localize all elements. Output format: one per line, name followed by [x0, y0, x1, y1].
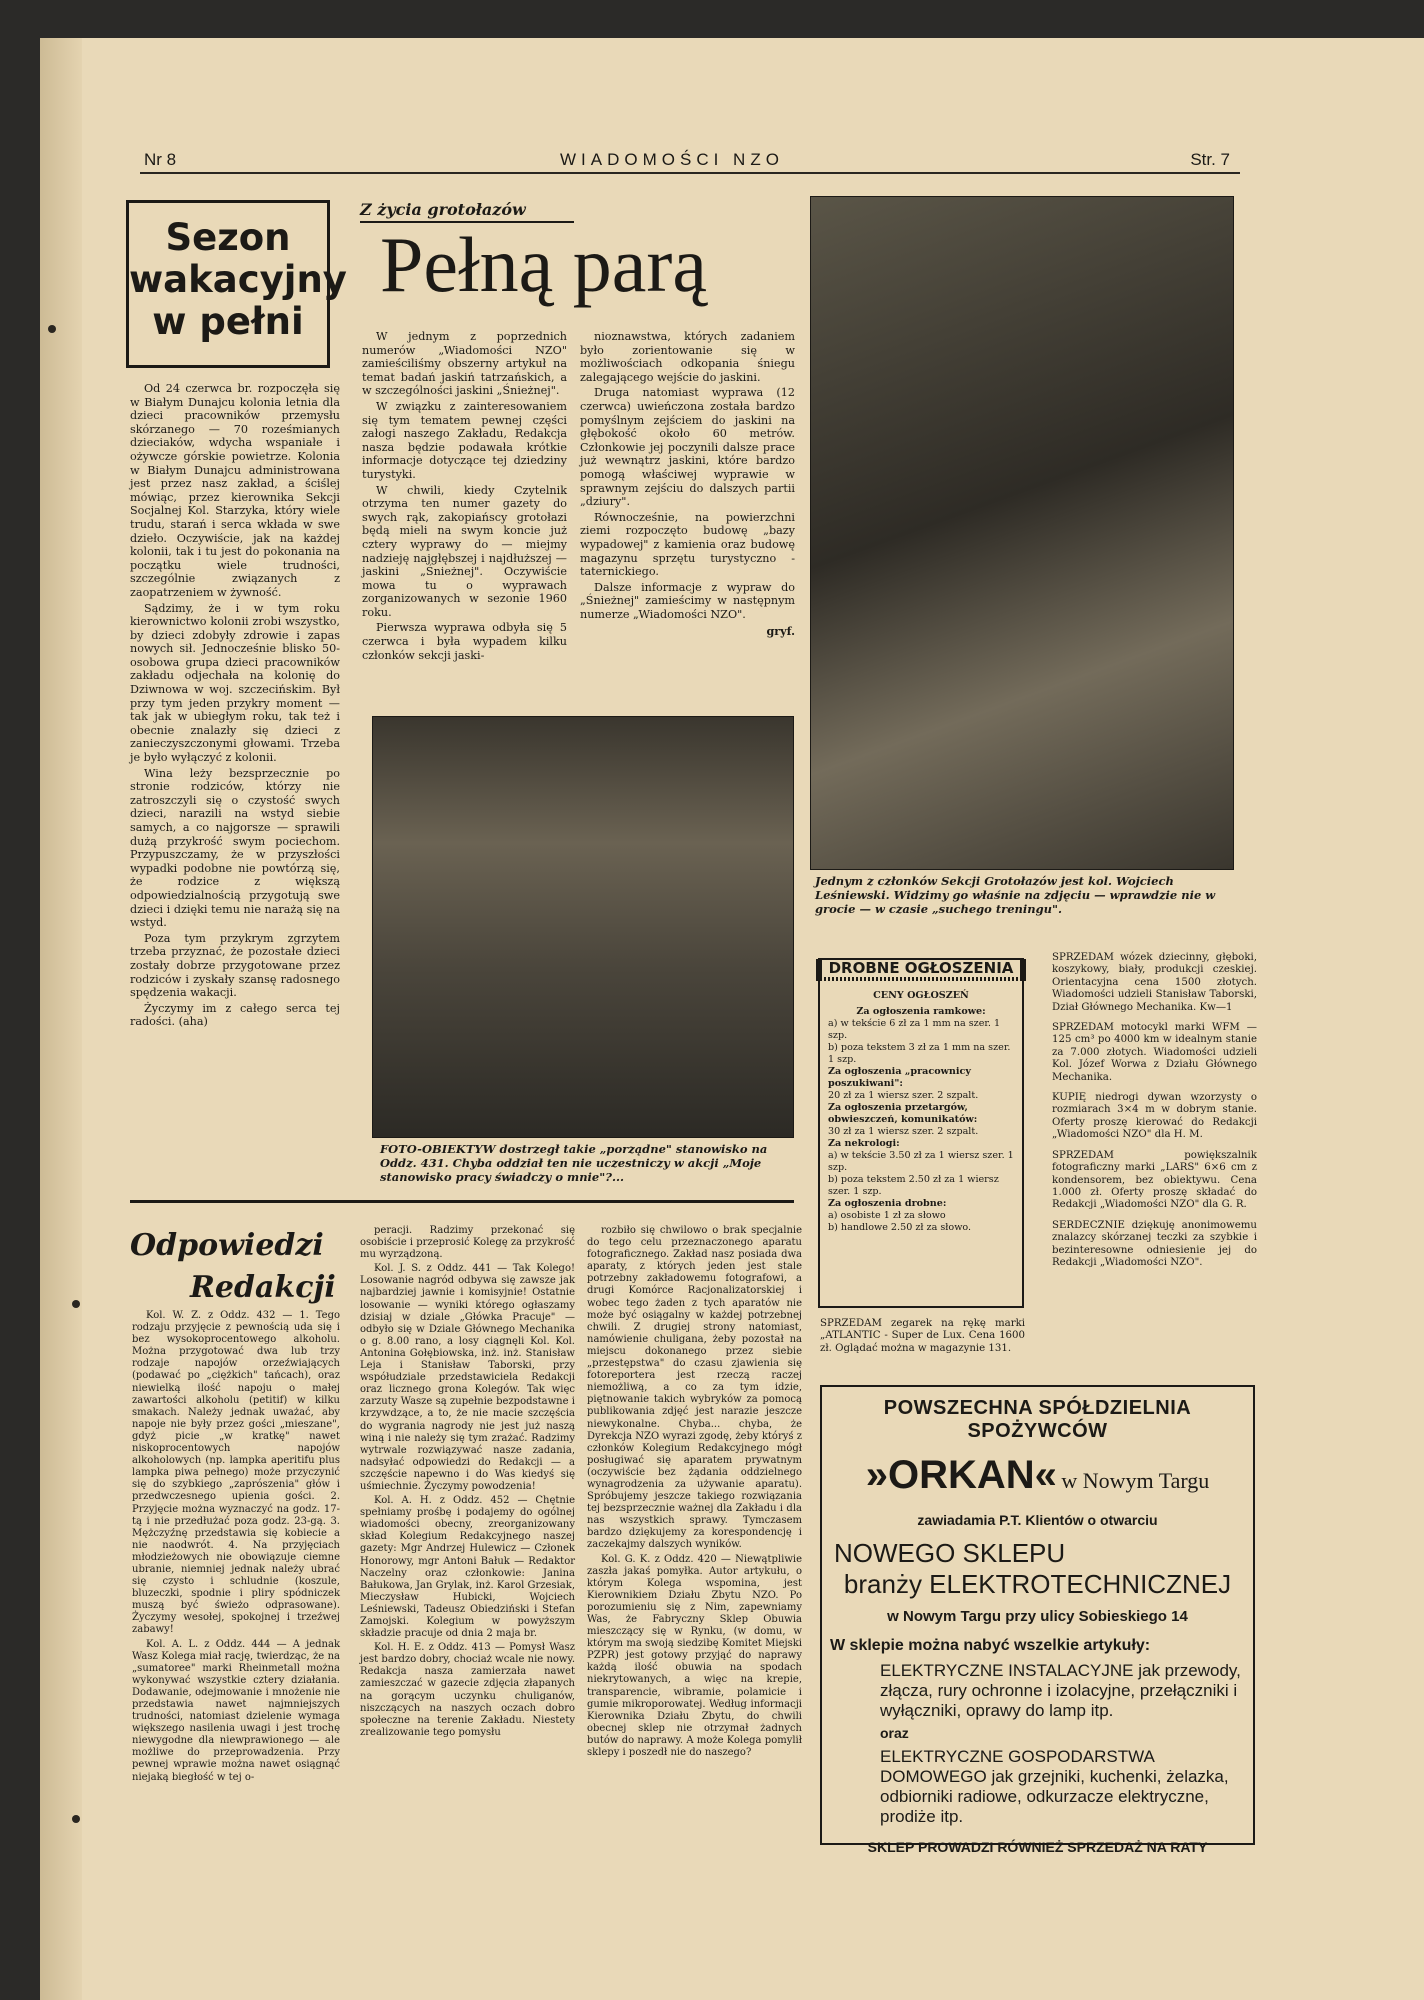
- article-paragraph: Druga natomiast wyprawa (12 czerwca) uwieńczona została bardzo pomyślnym zejściem do jaskini na głębokość około 60 metrów. Członkowie jej poczynili dalsze prace już wewnątrz jaskini, które bardzo pomogą właściwej wyprawie w sprawnym zejściu do dalszych partii „dziury".: [580, 386, 795, 509]
- ad-line: zawiadamia P.T. Klientów o otwarciu: [917, 1512, 1158, 1528]
- article-paragraph: Od 24 czerwca br. rozpoczęła się w Białym Dunajcu kolonia letnia dla dzieci pracowników przemysłu skórzanego — 70 roześmianych dzieciaków, wdycha wspaniałe i ożywcze górskie powietrze. Kolonia w Białym Dunajcu administrowana jest przez nasz zakład, a ściślej mówiąc, przez kierownika Sekcji Socjalnej Kol. Starzyka, który wiele trudu, starań i serca wkłada w swe dzieło. Oczywiście, jak na każdej kolonii, tak i tu jest do pokonania na początku wiele trudności, szczególnie związanych z zaopatrzeniem w żywność.: [130, 382, 340, 599]
- season-headline-line: wakacyjny: [129, 258, 347, 301]
- ad-price-line: a) w tekście 3.50 zł za 1 wiersz szer. 1 szp.: [828, 1150, 1014, 1173]
- binding-hole: [48, 325, 56, 333]
- binding-hole: [72, 1300, 80, 1308]
- ad-price-line: Za ogłoszenia „pracownicy poszukiwani":: [828, 1066, 971, 1089]
- ad-line: branży ELEKTROTECHNICZNEJ: [843, 1569, 1232, 1599]
- ad-price-line: 20 zł za 1 wiersz szer. 2 szpalt.: [828, 1090, 979, 1101]
- ad-line: SKLEP PROWADZI RÓWNIEŻ SPRZEDAŻ NA RATY: [867, 1839, 1208, 1855]
- article-signature: gryf.: [766, 624, 795, 639]
- ad-line: ELEKTRYCZNE INSTALACYJNE jak przewody, złącza, rury ochronne i izolacyjne, przełączniki i wyłączniki, oprawy do lamp itp.: [880, 1661, 1241, 1720]
- article-paragraph: W chwili, kiedy Czytelnik otrzyma ten numer gazety do swych rąk, zakopiańscy grotołazi będą mieli na swym koncie już cztery wyprawy do — miejmy nadzieję najgłębszej i najdłuższej — jaskini „Śnieżnej". Oczywiście mowa tu o wyprawach zorganizowanych w sezonie 1960 roku.: [362, 483, 567, 619]
- classified-column: [1052, 952, 1257, 1277]
- ad-line: POWSZECHNA SPÓŁDZIELNIA SPOŻYWCÓW: [883, 1397, 1192, 1442]
- classified-ad: SERDECZNIE dziękuję anonimowemu znalazcy skórzanej teczki za szybkie i bezinteresowne odniesienie jej do Redakcji „Wiadomości NZO".: [1052, 1219, 1257, 1268]
- article-paragraph: Wina leży bezsprzecznie po stronie rodziców, którzy nie zatroszczyli się o czystość swych dzieci, narazili na wstyd siebie samych, a co najgorsze — sprawili dużą przykrość swym pociechom. Przypuszczamy, że w przyszłości wypadki podobne nie powtórzą się, że rodzice z większą odpowiedzialnością przygotują swe dzieci i dzięki temu nie narażą się na wstyd.: [130, 766, 340, 930]
- answers-title-line: Odpowiedzi: [130, 1228, 324, 1263]
- answer-item: Kol. J. S. z Oddz. 441 — Tak Kolego! Losowanie nagród odbywa się zawsze jak najbardziej jawnie i komisyjnie! Ostatnie losowanie — wyniki którego ogłaszamy dzisiaj w dziale „Główka Pracuje" — odbyło się w Dziale Głównego Mechanika o g. 8.00 rano, a losy ciągnęli Kol. Kol. Antonina Gołębiowska, inż. inż. Stanisław Leja i Stanisław Taborski, przy współudziale przedstawiciela Redakcji oraz licznego grona Kolegów. Tak więc zarzuty Wasze są zupełnie bezpodstawne i krzywdzące, a to, że nie macie szczęścia do wygrania nagrody nie jest już naszą winą i nie należy się tym zrażać. Radzimy wytrwale rozwiązywać nasze zadania, nadsyłać odpowiedzi do Redakcji — a szczęście napewno i do Was kiedyś się uśmiechnie. Życzymy powodzenia!: [360, 1263, 575, 1492]
- ad-price-line: Za nekrologi:: [828, 1138, 900, 1149]
- answers-col1: [132, 1310, 340, 1786]
- answers-col3: [587, 1225, 802, 1761]
- classified-ad: SPRZEDAM motocykl marki WFM — 125 cm³ po 4000 km w idealnym stanie za 7.000 złotych. Wiadomości udzieli Kol. Józef Worwa z Działu Głównego Mechanika.: [1052, 1022, 1257, 1083]
- answer-item: Kol. A. H. z Oddz. 452 — Chętnie spełniamy prośbę i podajemy do ogólnej wiadomości obecny, zreorganizowany skład Kolegium Redakcyjnego naszej gazety: Mgr Andrzej Hulewicz — Członek Honorowy, mgr Antoni Bałuk — Redaktor Naczelny oraz członkowie: Janina Bałukowa, Jan Grylak, inż. Karol Grzesiak, Mieczysław Hubicki, Wojciech Leśniewski, Tadeusz Obiedziński i Stefan Zamojski. Kolegium w powyższym składzie pracuje od dnia 2 maja br.: [360, 1495, 575, 1640]
- ad-price-line: b) poza tekstem 3 zł za 1 mm na szer. 1 szp.: [828, 1042, 1011, 1065]
- ad-line: W sklepie można nabyć wszelkie artykuły:: [830, 1637, 1151, 1654]
- climber-photo: [810, 196, 1234, 870]
- ad-price-line: a) osobiste 1 zł za słowo: [828, 1210, 946, 1221]
- article-paragraph: Pierwsza wyprawa odbyła się 5 czerwca i była wypadem kilku członków sekcji jaski-: [362, 621, 567, 662]
- season-article: [130, 382, 340, 1031]
- ad-price-line: b) handlowe 2.50 zł za słowo.: [828, 1222, 972, 1233]
- binding-edge: [40, 38, 82, 2000]
- workstation-photo-caption: FOTO-OBIEKTYW dostrzegł takie „porządne" stanowisko na Oddz. 431. Chyba oddział ten nie uczestniczy w akcji „Moje stanowisko pracy świadczy o mnie"?...: [380, 1142, 768, 1184]
- classified-ad: SPRZEDAM powiększalnik fotograficzny marki „LARS" 6×6 cm z kondensorem, bez obiektywu. Cena 1.000 zł. Oferty proszę składać do Redakcji „Wiadomości NZO" dla G. R.: [1052, 1149, 1257, 1211]
- answers-title: [130, 1225, 336, 1309]
- climber-photo-caption: Jednym z członków Sekcji Grotołazów jest kol. Wojciech Leśniewski. Widzimy go właśnie na zdjęciu — wprawdzie nie w grocie — w czasie „suchego treningu".: [815, 874, 1216, 916]
- answers-col2: [360, 1225, 575, 1741]
- answer-item: Kol. G. K. z Oddz. 420 — Niewątpliwie zaszła jakaś pomyłka. Autor artykułu, o którym Kolega wspomina, jest Kierownikiem Działu Zbytu NZO. Po porozumieniu się z Nim, zapewniamy Was, że Fabryczny Sklep Obuwia mieszczący się w Rynku, (w domu, w którym ma swoją siedzibę Komitet Miejski PZPR) jest gotowy przyjąć do naprawy każdą ilość obuwia na spodach niekrytowanych, a więc na krepie, transparencie, wibramie, polamicie i gumie mikroporowatej. Według informacji Kierownika Działu Zbytu, do chwili obecnej sklep nie otrzymał żadnych butów do naprawy. A może Kolega pomylił sklepy i poszedł nie do naszego?: [587, 1553, 802, 1759]
- ad-brand-location: w Nowym Targu: [1061, 1468, 1210, 1493]
- classified-ad: KUPIĘ niedrogi dywan wzorzysty o rozmiarach 3×4 m w dobrym stanie. Oferty proszę kierować do Redakcji „Wiadomości NZO" dla H. M.: [1052, 1092, 1257, 1141]
- article-paragraph: Równocześnie, na powierzchni ziemi rozpoczęto budowę „bazy wypadowej" z kamienia oraz budowę magazynu sprzętu turystyczno - taternickiego.: [580, 510, 795, 579]
- cave-article-col2: [580, 330, 795, 639]
- section-kicker: Z życia grotołazów: [360, 200, 574, 223]
- article-paragraph: W związku z zainteresowaniem się tym tematem pewnej części załogi naszego Zakładu, Redakcja nasza będzie podawała krótkie informacje dotyczące tej dziedziny turystyki.: [362, 399, 567, 481]
- masthead: WIADOMOŚCI NZO: [560, 150, 784, 169]
- article-paragraph: nioznawstwa, których zadaniem było zorientowanie się w możliwościach odkopania śniegu zalegającego wejście do jaskini.: [580, 330, 795, 384]
- ad-line: NOWEGO SKLEPU: [834, 1538, 1066, 1568]
- ad-brand-name: »ORKAN«: [865, 1453, 1057, 1497]
- article-paragraph: W jednym z poprzednich numerów „Wiadomości NZO" zamieściliśmy obszerny artykuł na temat badań jaskiń tatrzańskich, a w szczególności jaskini „Śnieżnej".: [362, 330, 567, 398]
- answer-item: peracji. Radzimy przekonać się osobiście i przeprosić Kolegę za przykrość mu wyrządzoną.: [360, 1225, 575, 1261]
- season-headline-line: w pełni: [152, 300, 304, 343]
- ad-line: ELEKTRYCZNE GOSPODARSTWA DOMOWEGO jak grzejniki, kuchenki, żelazka, odbiorniki radiowe, odkurzacze elektryczne, prodiże itp.: [880, 1747, 1229, 1826]
- section-divider: [130, 1200, 794, 1203]
- article-paragraph: Sądzimy, że i w tym roku kierownictwo kolonii zrobi wszystko, by dzieci zdobyły zdrowie i zapas nowych sił. Jednocześnie blisko 50-osobowa grupa dzieci pracowników zakładu odjechała na kolonię do Dziwnowa w woj. szczecińskim. Był przy tym jeden przykry moment — tak jak w ubiegłym roku, tak też i obecnie znalazły się dzieci z zanieczyszczonymi głowami. Trzeba je było wyłączyć z kolonii.: [130, 601, 340, 765]
- ad-price-line: Za ogłoszenia przetargów, obwieszczeń, komunikatów:: [828, 1102, 978, 1125]
- page-number: Str. 7: [1190, 150, 1230, 169]
- ad-price-line: Za ogłoszenia ramkowe:: [856, 1006, 986, 1017]
- ad-price-line: 30 zł za 1 wiersz szer. 2 szpalt.: [828, 1126, 979, 1137]
- ad-line: w Nowym Targu przy ulicy Sobieskiego 14: [887, 1608, 1188, 1625]
- season-headline-box: [126, 200, 347, 368]
- ad-price-line: Za ogłoszenia drobne:: [828, 1198, 947, 1209]
- ad-line: oraz: [880, 1725, 909, 1741]
- answer-item: Kol. W. Z. z Oddz. 432 — 1. Tego rodzaju przyjęcie z pewnością uda się i bez wysokoprocentowego alkoholu. Można przygotować dwa lub trzy rodzaje napojów orzeźwiających (podawać po „ciężkich" tańcach), oraz niewielką ilość napoju o małej zawartości alkoholu (petitif) w kilku smakach. Należy jednak uważać, aby napoje nie były przez gości „mieszane", gdyż picie „w kratkę" nawet niskoprocentowych napojów alkoholowych (np. lampka aperitifu plus lampka piwa pełnego) może przyczynić się do szybkiego „zaprószenia" głów i przedwczesnego upienia gości. 2. Przyjęcie można wyznaczyć na godz. 17-tą i nie przedłużać poza godz. 23-gą. 3. Mężczyźnę przedstawia się kobiecie a nie naodwrót. 4. Na przyjęciach młodzieżowych nie obowiązuje ciemne ubranie, niemniej jednak należy ubrać się czysto i schludnie (koszule, bluzeczki, spodnie i pliry spódniczek muszą być świeżo odprasowane). Życzymy wesołej, spokojnej i trzeźwej zabawy!: [132, 1310, 340, 1636]
- answer-item: rozbiło się chwilowo o brak specjalnie do tego celu przeznaczonego aparatu fotograficznego. Zakład nasz posiada dwa aparaty, z których jeden jest stale potrzebny zakładowemu fotografowi, a drugi Komórce Racjonalizatorskiej i wobec tego żaden z tych aparatów nie może być osiągalny w każdej potrzebnej chwili. Z drugiej strony natomiast, namówienie chuligana, żeby pozostał na miejscu dokonanego przez siebie „przestępstwa" do czasu zjawienia się fotoreportera jest rzeczą raczej niemożliwą, a co za tym idzie, piętnowanie takich wybryków za pomocą publikowania zdjęć jest narazie jeszcze niewykonalne. Chyba... chyba, że Dyrekcja NZO wyrazi zgodę, żeby któryś z członków Kolegium Redakcyjnego mógł posługiwać się aparatem prywatnym (oczywiście bez żądania oddzielnego wynagrodzenia za używanie aparatu). Spróbujemy jeszcze takiego rozwiązania tej bezsprzecznie ważnej dla Zakładu i dla nas wszystkich sprawy. Tymczasem bardzo dziękujemy za korespondencję i zaczekajmy dalszych wyników.: [587, 1225, 802, 1551]
- classified-ad: SPRZEDAM zegarek na rękę marki „ATLANTIC - Super de Lux. Cena 1600 zł. Oglądać można w magazynie 131.: [820, 1318, 1025, 1354]
- classified-ad: SPRZEDAM wózek dziecinny, głęboki, koszykowy, biały, produkcji czeskiej. Orientacyjna cena 1500 złotych. Wiadomości udzieli Stanisław Taborski, Dział Głównego Mechanika. Kw—1: [1052, 952, 1257, 1013]
- page-header: [140, 150, 1240, 174]
- orkan-advertisement: [820, 1385, 1255, 1855]
- season-headline-line: Sezon: [165, 216, 291, 259]
- ad-prices-heading: CENY OGŁOSZEŃ: [873, 990, 969, 1001]
- answer-item: Kol. A. L. z Oddz. 444 — A jednak Wasz Kolega miał rację, twierdząc, że na „sumatoree" marki Rheinmetall można wykonywać wszystkie cztery działania. Dodawanie, odejmowanie i mnożenie nie przedstawia nawet najmniejszych trudności, natomiast dzielenie wymaga większego nasilenia uwagi i jest trochę niewygodne dla niewprawionego — ale możliwe do przeprowadzenia. Przy pewnej wprawie można nawet osiągnąć niejaką biegłość w tej o-: [132, 1638, 340, 1783]
- ad-price-line: a) w tekście 6 zł za 1 mm na szer. 1 szp.: [828, 1018, 1001, 1041]
- answers-title-line: Redakcji: [190, 1270, 336, 1305]
- article-paragraph: Dalsze informacje z wypraw do „Śnieżnej" zamieścimy w następnym numerze „Wiadomości NZO".: [580, 580, 795, 621]
- small-ads-banner-text: DROBNE OGŁOSZENIA: [823, 959, 1020, 977]
- answer-item: Kol. H. E. z Oddz. 413 — Pomysł Wasz jest bardzo dobry, chociaż wcale nie nowy. Redakcja nasza zamierzała nawet zamieszczać w gazecie zdjęcia złapanych na gorącym uczynku chuliganów, niszczących na naszych oczach dobro społeczne na terenie Zakładu. Niestety zrealizowanie tego pomysłu: [360, 1642, 575, 1738]
- binding-hole: [72, 1815, 80, 1823]
- article-paragraph: Życzymy im z całego serca tej radości. (aha): [130, 1001, 340, 1029]
- issue-number: Nr 8: [144, 150, 177, 169]
- ad-brand: [830, 1453, 1245, 1498]
- cave-article-col1: [362, 330, 567, 664]
- article-paragraph: Poza tym przykrym zgrzytem trzeba przyznać, że pozostałe dzieci zostały dobrze przygotowane przez rodziców i zyskały szansę radosnego spędzenia wakacji.: [130, 931, 340, 1000]
- ad-prices-box: [818, 958, 1024, 1308]
- workstation-photo: [372, 716, 794, 1138]
- article-title: Pełną parą: [380, 221, 708, 308]
- ad-price-line: b) poza tekstem 2.50 zł za 1 wiersz szer. 1 szp.: [828, 1174, 999, 1197]
